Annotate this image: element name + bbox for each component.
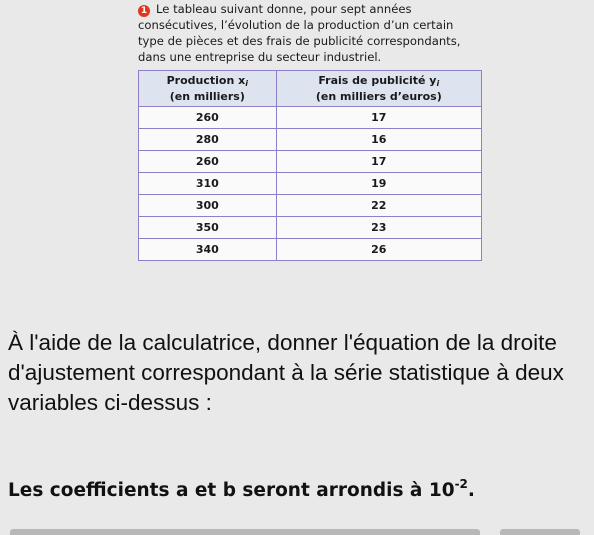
cell-production: 280 xyxy=(139,129,277,151)
cell-production: 260 xyxy=(139,151,277,173)
cell-costs: 22 xyxy=(276,195,481,217)
header-production: Production $x_i$ (en milliers) xyxy=(139,71,277,107)
data-table xyxy=(138,70,482,261)
cell-costs: 16 xyxy=(276,129,481,151)
table-row xyxy=(139,173,482,195)
intro-line-4: dans une entreprise du secteur industriel. xyxy=(138,50,382,64)
rounding-note xyxy=(8,472,475,503)
intro-line-2: consécutives, l’évolution de la production d’un certain xyxy=(138,18,454,32)
table-row xyxy=(139,129,482,151)
cell-production: 310 xyxy=(139,173,277,195)
intro-line-3: type de pièces et des frais de publicité correspondants, xyxy=(138,34,461,48)
cell-costs: 26 xyxy=(276,239,481,261)
cell-production: 340 xyxy=(139,239,277,261)
table-row xyxy=(139,195,482,217)
question-text: À l'aide de la calculatrice, donner l'équation de la droite d'ajustement correspondant à la série statistique à deux variables ci-dessus : xyxy=(8,330,564,415)
cell-production: 260 xyxy=(139,107,277,129)
rounding-note-text: Les coefficients a et b seront arrondis à xyxy=(8,480,429,501)
exercise-block xyxy=(138,0,486,261)
table-row xyxy=(139,239,482,261)
power-exponent: -2 xyxy=(454,477,468,491)
intro-line-1: Le tableau suivant donne, pour sept années xyxy=(156,2,412,16)
cell-production: 300 xyxy=(139,195,277,217)
cell-costs: 23 xyxy=(276,217,481,239)
table-header-row xyxy=(139,71,482,107)
cell-costs: 19 xyxy=(276,173,481,195)
exercise-number-badge: 1 xyxy=(138,5,150,17)
cell-costs: 17 xyxy=(276,151,481,173)
table-row xyxy=(139,217,482,239)
bottom-edge-bar xyxy=(10,529,480,535)
rounding-note-end: . xyxy=(467,480,475,501)
table-row xyxy=(139,151,482,173)
power-base: 10 xyxy=(428,480,455,501)
bottom-edge-bar-right xyxy=(500,529,580,535)
table-row xyxy=(139,107,482,129)
header-advertising-costs: Frais de publicité $y_i$ (en milliers d’euros) xyxy=(276,71,481,107)
cell-production: 350 xyxy=(139,217,277,239)
exercise-intro xyxy=(138,0,486,65)
cell-costs: 17 xyxy=(276,107,481,129)
